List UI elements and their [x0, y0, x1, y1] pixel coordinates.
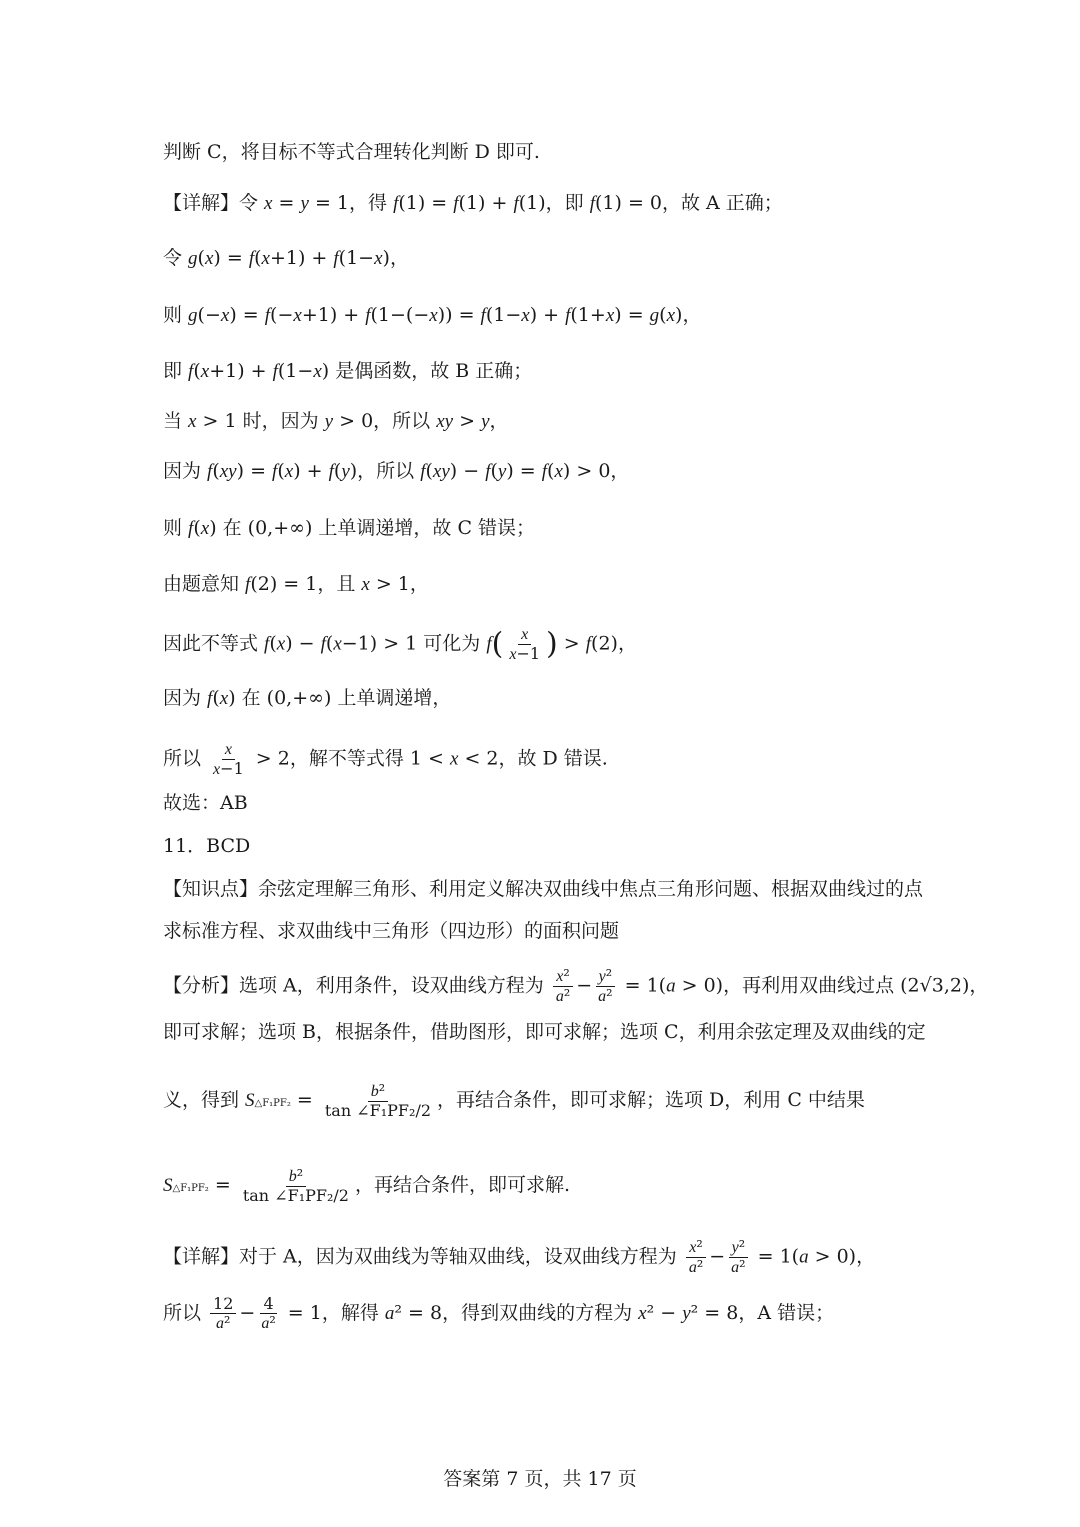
- text-line: 【分析】选项 A，利用条件，设双曲线方程为 $\frac{\text{x²}}{\text{a²}}$ − $\frac{\text{y²}}{\text{a²}}$ = 1(a > 0)，再利用双曲线过点 (2√3,2)，: [163, 966, 989, 1005]
- text-line: 判断 C，将目标不等式合理转化判断 D 即可.: [163, 141, 540, 163]
- text-line: 因此不等式 f(x) − f(x−1) > 1 可化为 f( $\frac{x}{x-1}$ ) > f(2)，: [163, 626, 637, 663]
- text-line: 则 f(x) 在 (0,+∞) 上单调递增，故 C 错误；: [163, 517, 536, 539]
- text-line: 令 g(x) = f(x+1) + f(1−x)，: [163, 247, 409, 269]
- text-line: 因为 f(xy) = f(x) + f(y)，所以 f(xy) − f(y) = f(x) > 0，: [163, 460, 630, 482]
- text-line: 故选：AB: [163, 792, 248, 814]
- text-line: 所以 $\frac{x}{x-1}$ > 2，解不等式得 1 < x < 2，故 D 错误.: [163, 741, 608, 778]
- page-footer: 答案第 7 页，共 17 页: [443, 1468, 637, 1490]
- text-line: 求标准方程、求双曲线中三角形（四边形）的面积问题: [163, 920, 620, 942]
- text-line: S△F₁PF₂ = $\frac{\text{b²}}{\text{tan ∠F₁PF₂/2}}$ ，再结合条件，即可求解.: [163, 1166, 571, 1205]
- text-line: 即 f(x+1) + f(1−x) 是偶函数，故 B 正确；: [163, 360, 533, 382]
- text-line: 11．BCD: [163, 835, 251, 857]
- text-line: 【详解】对于 A，因为双曲线为等轴双曲线，设双曲线方程为 $\frac{\text{x²}}{\text{a²}}$ − $\frac{\text{y²}}{\text{a²}}$ = 1(a > 0)，: [163, 1237, 876, 1276]
- text-line: 由题意知 f(2) = 1，且 x > 1，: [163, 573, 429, 595]
- text-line: 【详解】令 x = y = 1，得 f(1) = f(1) + f(1)，即 f(1) = 0，故 A 正确；: [163, 192, 783, 214]
- text-line: 【知识点】余弦定理解三角形、利用定义解决双曲线中焦点三角形问题、根据双曲线过的点: [163, 878, 924, 900]
- text-line: 所以 $\frac{12}{\text{a²}}$ − $\frac{4}{\text{a²}}$ = 1，解得 a² = 8，得到双曲线的方程为 x² − y² = 8，A 错误；: [163, 1294, 835, 1332]
- text-line: 义，得到 S△F₁PF₂ = $\frac{\text{b²}}{\text{tan ∠F₁PF₂/2}}$ ，再结合条件，即可求解；选项 D，利用 C 中结果: [163, 1081, 865, 1120]
- text-line: 即可求解；选项 B，根据条件，借助图形，即可求解；选项 C，利用余弦定理及双曲线的定: [163, 1021, 926, 1043]
- text-line: 当 x > 1 时，因为 y > 0，所以 xy > y，: [163, 410, 509, 432]
- text-line: 因为 f(x) 在 (0,+∞) 上单调递增，: [163, 687, 452, 709]
- text-line: 则 g(−x) = f(−x+1) + f(1−(−x)) = f(1−x) + f(1+x) = g(x)，: [163, 304, 702, 326]
